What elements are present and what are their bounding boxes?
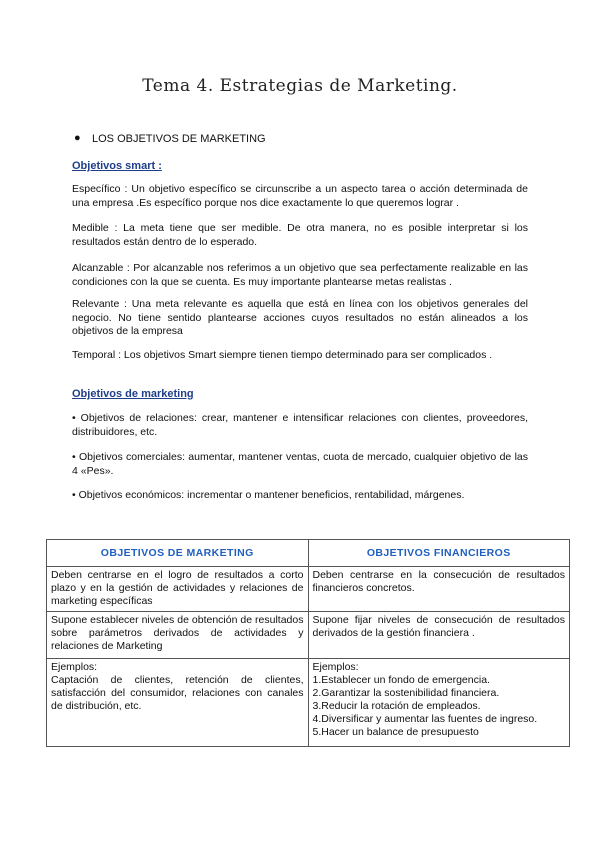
smart-heading: Objetivos smart :	[72, 160, 162, 172]
table-cell	[47, 659, 309, 747]
smart-medible: Medible : La meta tiene que ser medible. De otra manera, no es posible interpretar si los resultados están dentro de lo esperado.	[72, 222, 528, 248]
example-item: 2.Garantizar la sostenibilidad financiera.	[312, 687, 500, 699]
example-item: 5.Hacer un balance de presupuesto	[312, 726, 479, 738]
marketing-heading: Objetivos de marketing	[72, 388, 194, 400]
examples-marketing: Captación de clientes, retención de clientes, satisfacción del consumidor, relaciones con canales de distribución, etc.	[51, 674, 304, 712]
examples-label: Ejemplos:	[312, 661, 359, 673]
example-item: 1.Establecer un fondo de emergencia.	[312, 674, 490, 686]
smart-alcanzable: Alcanzable : Por alcanzable nos referimos a un objetivo que sea perfectamente realizable en las condiciones con la que se cuenta. Es muy importante plantearse metas realistas .	[72, 262, 528, 288]
smart-temporal: Temporal : Los objetivos Smart siempre tienen tiempo determinado para ser complicados .	[72, 349, 493, 361]
table-cell: Supone fijar niveles de consecución de resultados derivados de la gestión financiera .	[308, 612, 570, 659]
example-item: 4.Diversificar y aumentar las fuentes de ingreso.	[312, 713, 538, 725]
table-row	[47, 567, 570, 612]
section-bullet	[74, 132, 266, 145]
examples-label: Ejemplos:	[51, 661, 98, 673]
marketing-economicos: • Objetivos económicos: incrementar o mantener beneficios, rentabilidad, márgenes.	[72, 489, 465, 501]
table-header-row	[47, 540, 570, 567]
bullet-dot-icon: ●	[74, 132, 81, 144]
section-bullet-label: LOS OBJETIVOS DE MARKETING	[92, 133, 266, 145]
table-cell: Deben centrarse en el logro de resultados a corto plazo y en la gestión de actividades y relaciones de marketing específicas	[47, 567, 309, 612]
marketing-relaciones: • Objetivos de relaciones: crear, mantener e intensificar relaciones con clientes, proveedores, distribuidores, etc.	[72, 412, 528, 438]
table-cell: Deben centrarse en la consecución de resultados financieros concretos.	[308, 567, 570, 612]
marketing-comerciales: • Objetivos comerciales: aumentar, mantener ventas, cuota de mercado, cualquier objetivo de las 4 «Pes».	[72, 451, 528, 477]
objectives-table	[46, 539, 570, 747]
header-marketing: OBJETIVOS DE MARKETING	[47, 540, 309, 567]
smart-relevante: Relevante : Una meta relevante es aquella que está en línea con los objetivos generales del negocio. No tiene sentido plantearse acciones cuyos resultados no están alineados a los objetivos de la empresa	[72, 298, 528, 337]
page-title: Tema 4. Estrategias de Marketing.	[142, 76, 458, 96]
header-financieros: OBJETIVOS FINANCIEROS	[308, 540, 570, 567]
example-item: 3.Reducir la rotación de empleados.	[312, 700, 481, 712]
table-row	[47, 659, 570, 747]
table-cell	[308, 659, 570, 747]
smart-especifico: Específico : Un objetivo específico se circunscribe a un aspecto tarea o acción determinada de una empresa .Es específico porque nos dice exactamente lo que queremos lograr .	[72, 183, 528, 209]
table-row	[47, 612, 570, 659]
table-cell: Supone establecer niveles de obtención de resultados sobre parámetros derivados de actividades y relaciones de Marketing	[47, 612, 309, 659]
